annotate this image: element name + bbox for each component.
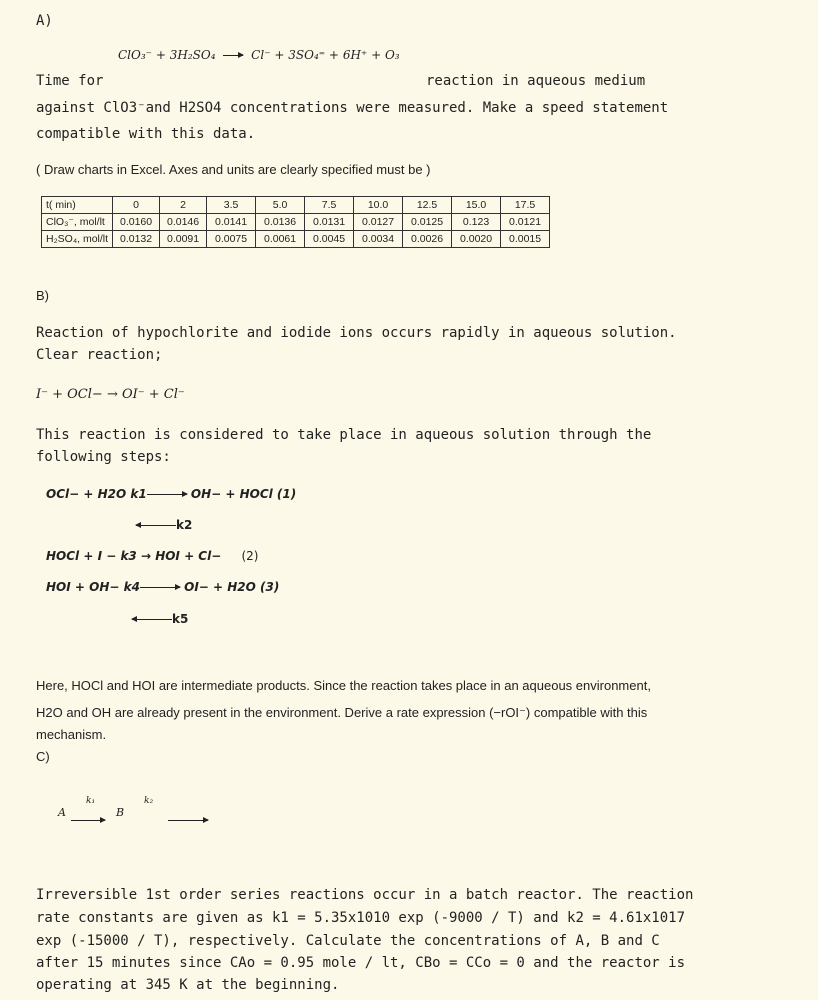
table-cell: 0.0061 <box>256 231 305 248</box>
step3-reactants: HOI + OH− k4 <box>46 580 140 594</box>
step3-reverse <box>132 612 188 626</box>
step2-equation: HOCl + I − k3 → HOI + Cl− <box>46 549 222 563</box>
eq-plus: + <box>274 48 285 62</box>
k2-label: k2 <box>176 518 193 532</box>
table-cell: H₂SO₄, mol/lt <box>42 231 113 248</box>
arrow-a-to-b-icon <box>71 820 105 821</box>
part-b-intro2: Clear reaction; <box>36 347 163 363</box>
part-c-text2: rate constants are given as k1 = 5.35x1010 exp (-9000 / T) and k2 = 4.61x1017 <box>36 910 686 926</box>
table-cell: 15.0 <box>452 197 501 214</box>
table-cell: 0 <box>113 197 160 214</box>
part-c-text1: Irreversible 1st order series reactions occur in a batch reactor. The reaction <box>36 887 694 903</box>
eq-lhs1: ClO₃⁻ <box>118 48 153 62</box>
table-cell: 0.0141 <box>207 214 256 231</box>
table-cell: 10.0 <box>354 197 403 214</box>
table-cell: 0.0045 <box>305 231 354 248</box>
reverse-arrow-icon <box>132 619 172 620</box>
reaction-arrow-icon <box>223 55 243 56</box>
table-cell: 0.0125 <box>403 214 452 231</box>
part-a-line1-left: Time for <box>36 73 104 89</box>
species-a: A <box>58 806 66 819</box>
reaction-equation <box>118 48 400 62</box>
table-row <box>42 231 550 248</box>
species-b: B <box>116 806 125 819</box>
eq-rhs4: O₃ <box>384 48 400 62</box>
table-row <box>42 197 550 214</box>
mechanism-step-1 <box>46 487 296 501</box>
table-cell: 0.123 <box>452 214 501 231</box>
eq-rhs2: 3SO₄⁼ <box>288 48 326 62</box>
table-cell: 17.5 <box>501 197 550 214</box>
part-a-label: A) <box>36 13 53 29</box>
eq-plus: + <box>371 48 382 62</box>
part-c-text4: after 15 minutes since CAo = 0.95 mole / lt, CBo = CCo = 0 and the reactor is <box>36 955 686 971</box>
table-cell: 12.5 <box>403 197 452 214</box>
table-cell: t( min) <box>42 197 113 214</box>
table-cell: 3.5 <box>207 197 256 214</box>
part-b-para1: Here, HOCl and HOI are intermediate products. Since the reaction takes place in an aqueous environment, <box>36 678 651 693</box>
table-cell: 0.0160 <box>113 214 160 231</box>
table-cell: 0.0136 <box>256 214 305 231</box>
part-a-line3: compatible with this data. <box>36 126 256 142</box>
table-cell: 0.0026 <box>403 231 452 248</box>
concentration-table <box>41 196 550 248</box>
table-cell: 0.0127 <box>354 214 403 231</box>
part-b-intro1: Reaction of hypochlorite and iodide ions occurs rapidly in aqueous solution. <box>36 325 677 341</box>
eq-rhs3: 6H⁺ <box>342 48 368 62</box>
overall-reaction: I⁻ + OCl− → OI⁻ + Cl⁻ <box>36 387 185 402</box>
step1-products: OH− + HOCl (1) <box>190 487 297 501</box>
part-c-text3: exp (-15000 / T), respectively. Calculate the concentrations of A, B and C <box>36 933 660 949</box>
part-a-line1-right: reaction in aqueous medium <box>426 73 646 89</box>
table-cell: 0.0075 <box>207 231 256 248</box>
eq-lhs2: 3H₂SO₄ <box>169 48 216 62</box>
table-cell: 0.0020 <box>452 231 501 248</box>
step1-reactants: OCl− + H2O k1 <box>46 487 147 501</box>
part-b-para3: mechanism. <box>36 727 107 742</box>
table-cell: 0.0091 <box>160 231 207 248</box>
eq-plus: + <box>155 48 166 62</box>
part-c-label: C) <box>36 749 50 764</box>
table-cell: 0.0015 <box>501 231 550 248</box>
forward-arrow-icon <box>140 587 180 588</box>
k2-scheme-label: k₂ <box>144 796 154 806</box>
k1-label: k₁ <box>86 796 96 806</box>
part-a-line2: against ClO3⁻and H2SO4 concentrations were measured. Make a speed statement <box>36 100 669 116</box>
part-b-steps2: following steps: <box>36 449 171 465</box>
eq-rhs1: Cl⁻ <box>251 48 271 62</box>
table-cell: 0.0121 <box>501 214 550 231</box>
k5-label: k5 <box>172 612 189 626</box>
table-row <box>42 214 550 231</box>
part-b-para2: H2O and OH are already present in the environment. Derive a rate expression (−rOI⁻) compatible with this <box>36 705 648 720</box>
forward-arrow-icon <box>147 494 187 495</box>
excel-note: ( Draw charts in Excel. Axes and units are clearly specified must be ) <box>36 162 431 177</box>
reverse-arrow-icon <box>136 525 176 526</box>
table-cell: 0.0132 <box>113 231 160 248</box>
arrow-b-to-c-icon <box>168 820 208 821</box>
table-cell: 0.0146 <box>160 214 207 231</box>
eq-plus: + <box>328 48 339 62</box>
step2-number: (2) <box>241 549 259 563</box>
step3-products: OI− + H2O (3) <box>184 580 280 594</box>
mechanism-step-3 <box>46 580 279 594</box>
table-cell: 0.0131 <box>305 214 354 231</box>
table-cell: 2 <box>160 197 207 214</box>
mechanism-step-2 <box>46 549 258 563</box>
part-b-label: B) <box>36 288 49 303</box>
table-cell: 5.0 <box>256 197 305 214</box>
table-cell: ClO₃⁻, mol/lt <box>42 214 113 231</box>
table-cell: 7.5 <box>305 197 354 214</box>
part-b-steps1: This reaction is considered to take place in aqueous solution through the <box>36 427 652 443</box>
series-reaction-scheme <box>58 796 188 826</box>
part-c-text5: operating at 345 K at the beginning. <box>36 977 340 993</box>
step1-reverse <box>136 518 192 532</box>
table-cell: 0.0034 <box>354 231 403 248</box>
